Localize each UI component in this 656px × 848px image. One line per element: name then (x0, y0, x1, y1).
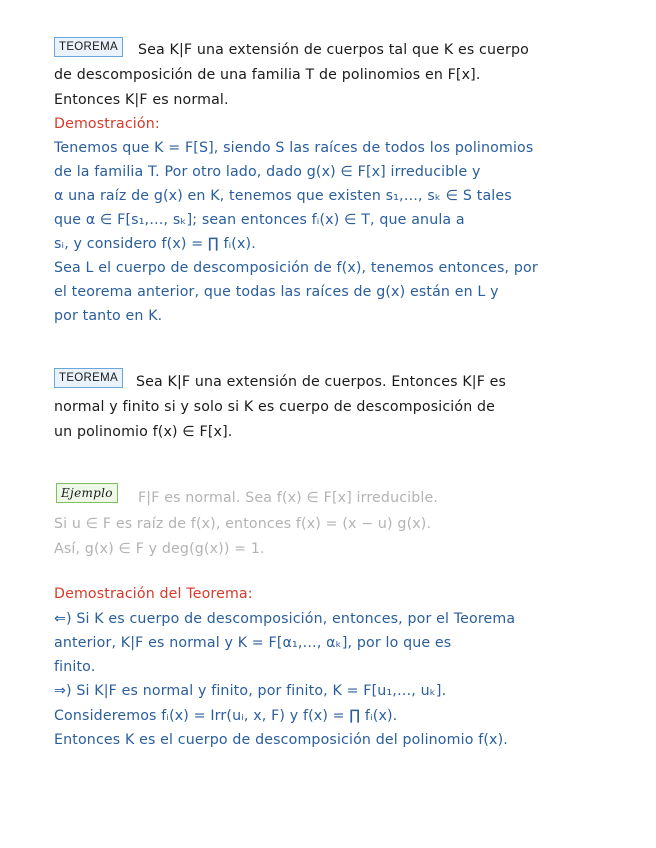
demo-2-line-4: ⇒) Si K|F es normal y finito, por finito, K = F[u₁,…, uₖ]. (54, 683, 447, 699)
demo-2-line-1: ⇐) Si K es cuerpo de descomposición, entonces, por el Teorema (54, 611, 516, 627)
demo-2-line-6: Entonces K es el cuerpo de descomposición del polinomio f(x). (54, 732, 508, 748)
demo-1-line-4: que α ∈ F[s₁,…, sₖ]; sean entonces fᵢ(x) ∈ T, que anula a (54, 212, 465, 228)
theorem-tag-2: TEOREMA (54, 368, 123, 388)
demo-2-line-2: anterior, K|F es normal y K = F[α₁,…, αₖ], por lo que es (54, 635, 452, 651)
theorem-1-line-3: Entonces K|F es normal. (54, 92, 229, 108)
theorem-1-line-2: de descomposición de una familia T de polinomios en F[x]. (54, 67, 481, 83)
demo-1-line-5: sᵢ, y considero f(x) = ∏ fᵢ(x). (54, 236, 256, 252)
demo-title-1: Demostración: (54, 116, 160, 132)
demo-1-line-8: por tanto en K. (54, 308, 163, 324)
theorem-tag-1: TEOREMA (54, 37, 123, 57)
demo-2-line-3: finito. (54, 659, 96, 675)
example-line-3: Así, g(x) ∈ F y deg(g(x)) = 1. (54, 541, 265, 557)
demo-1-line-1: Tenemos que K = F[S], siendo S las raíces de todos los polinomios (54, 140, 534, 156)
theorem-1-line-1: Sea K|F una extensión de cuerpos tal que K es cuerpo (138, 42, 529, 58)
theorem-2-line-2: normal y finito si y solo si K es cuerpo de descomposición de (54, 399, 496, 415)
demo-title-2: Demostración del Teorema: (54, 586, 253, 602)
demo-1-line-2: de la familia T. Por otro lado, dado g(x) ∈ F[x] irreducible y (54, 164, 481, 180)
demo-2-line-5: Consideremos fᵢ(x) = Irr(uᵢ, x, F) y f(x) = ∏ fᵢ(x). (54, 708, 398, 724)
theorem-2-line-1: Sea K|F una extensión de cuerpos. Entonces K|F es (136, 374, 507, 390)
demo-1-line-6: Sea L el cuerpo de descomposición de f(x), tenemos entonces, por (54, 260, 538, 276)
demo-1-line-3: α una raíz de g(x) en K, tenemos que existen s₁,…, sₖ ∈ S tales (54, 188, 512, 204)
example-tag: Ejemplo (56, 483, 118, 503)
example-line-2: Si u ∈ F es raíz de f(x), entonces f(x) = (x − u) g(x). (54, 516, 432, 532)
example-line-1: F|F es normal. Sea f(x) ∈ F[x] irreducible. (138, 490, 439, 506)
demo-1-line-7: el teorema anterior, que todas las raíces de g(x) están en L y (54, 284, 499, 300)
theorem-2-line-3: un polinomio f(x) ∈ F[x]. (54, 424, 233, 440)
